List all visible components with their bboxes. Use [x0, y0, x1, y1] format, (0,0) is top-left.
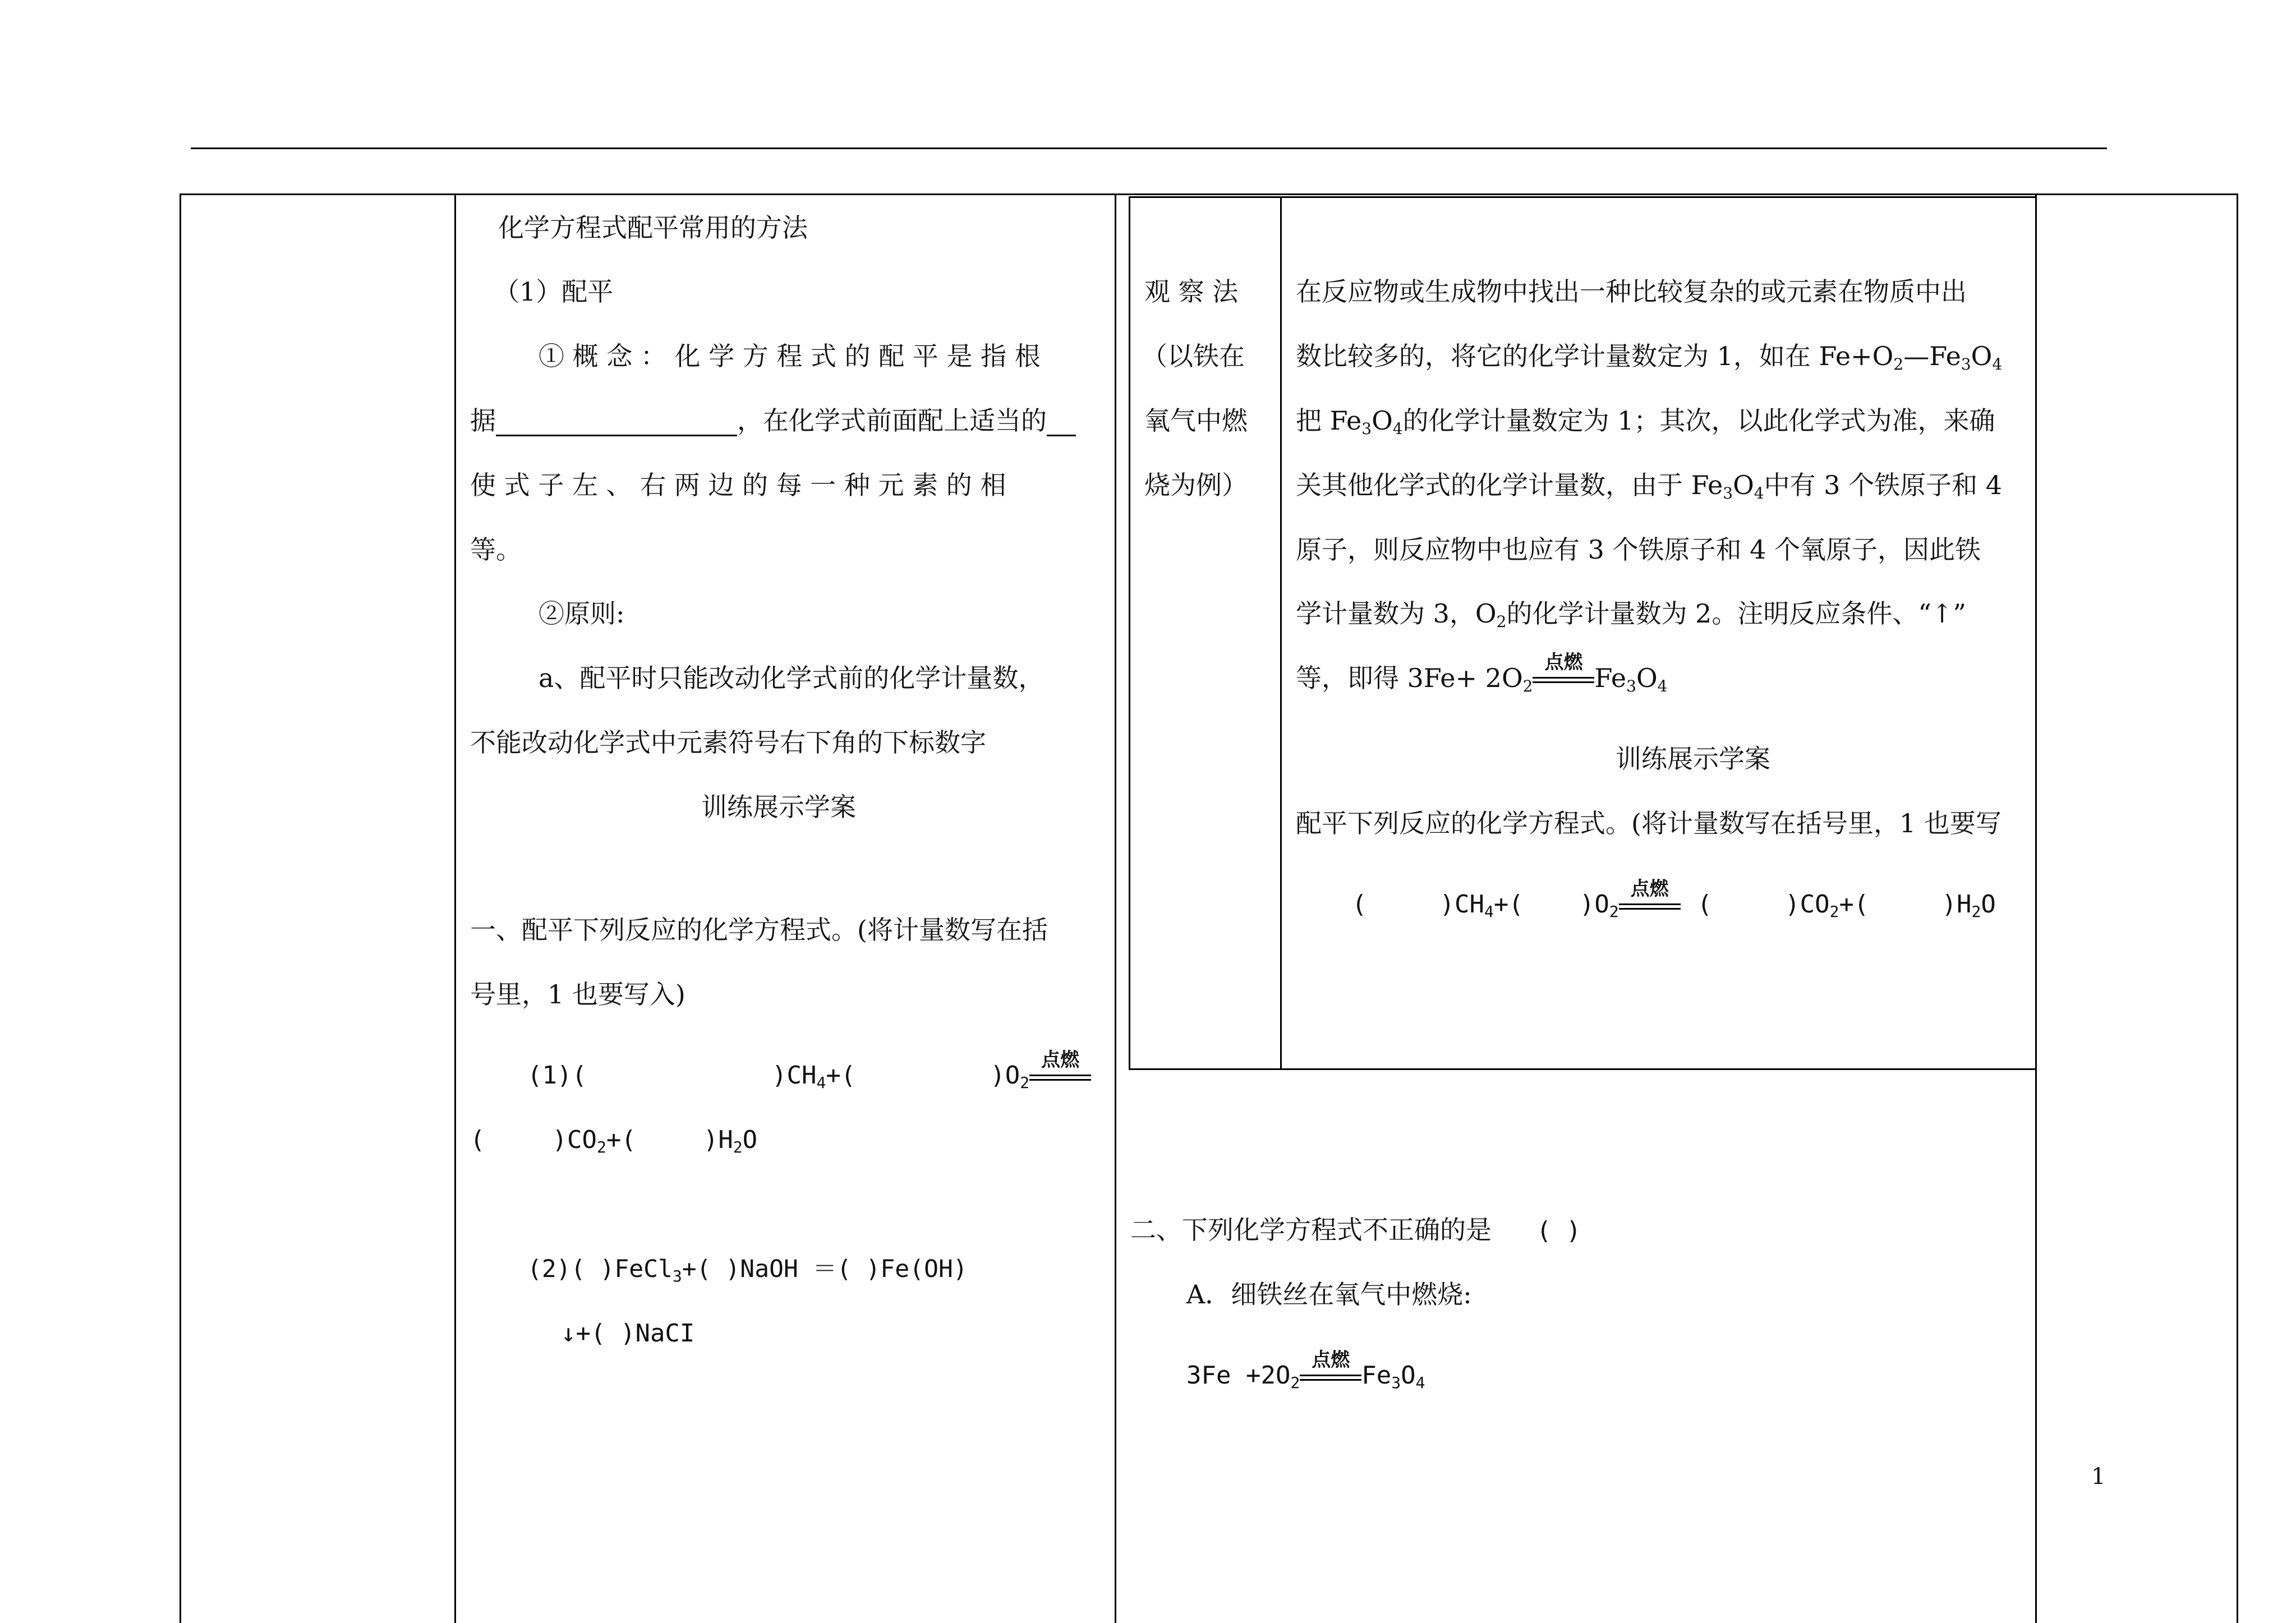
- plus-sign: +(: [1839, 890, 1869, 919]
- concept-line-4: 等。: [470, 534, 522, 565]
- eq-paren: (: [470, 1126, 485, 1154]
- eq-paren: (: [572, 1061, 587, 1090]
- subscript: 2: [733, 1138, 743, 1156]
- desc-text: Fe: [1594, 663, 1627, 693]
- eq-number: (1): [527, 1061, 572, 1090]
- ignite-condition: [1533, 651, 1594, 694]
- method-label-1: 观 察 法: [1144, 276, 1239, 307]
- subscript: 4: [1415, 1373, 1425, 1392]
- eq-paren: (: [1697, 890, 1713, 919]
- equation-1-line-1: [527, 1049, 1091, 1092]
- desc-line-7: [1296, 651, 1668, 695]
- concept-line-1: ① 概 念 ： 化 学 方 程 式 的 配 平 是 指 根: [539, 341, 1041, 371]
- subscript: 3: [1626, 677, 1636, 695]
- method-description: [1296, 196, 2034, 1066]
- plus-sign: +(: [606, 1126, 636, 1154]
- equation-1-line-2: [470, 1124, 757, 1156]
- answer-paren[interactable]: ( ): [1536, 1216, 1581, 1245]
- plus-sign: +(: [826, 1061, 856, 1090]
- table-col-divider-2: [1115, 193, 1116, 1623]
- desc-text: O: [1636, 663, 1658, 693]
- subscript: 3: [1391, 1373, 1401, 1392]
- header-rule: [191, 147, 2107, 149]
- method-label-4: 烧为例）: [1144, 470, 1248, 500]
- plus-sign: +(: [1493, 890, 1524, 919]
- formula-co2: )CO: [552, 1126, 597, 1154]
- subscript: 2: [1522, 677, 1533, 695]
- equation-2-line-2: ↓+( )NaCI: [561, 1319, 695, 1348]
- balance-instruction: 配平下列反应的化学方程式。(将计量数写在括号里，1 也要写: [1296, 808, 2001, 838]
- desc-text: 中有 3 个铁原子和 4: [1764, 470, 2003, 500]
- subscript: 2: [1609, 902, 1619, 921]
- subscript: 4: [1754, 484, 1764, 502]
- subscript: 3: [672, 1267, 682, 1285]
- inner-table-bottom: [1129, 1068, 2035, 1070]
- equation-text: 3Fe +2O: [1186, 1361, 1291, 1390]
- desc-line-5: 原子，则反应物中也应有 3 个铁原子和 4 个氧原子，因此铁: [1296, 534, 1981, 565]
- question-2: [1130, 1214, 1581, 1247]
- desc-text: 等，即得 3Fe+ 2O: [1296, 663, 1523, 693]
- desc-text: 的化学计量数为 2。注明反应条件、“↑”: [1506, 598, 1966, 629]
- equation-2-line-1: [527, 1253, 968, 1285]
- desc-text: 数比较多的，将它的化学计量数定为 1，如在 Fe+O: [1296, 341, 1894, 371]
- inner-table-divider: [1280, 196, 1282, 1070]
- question-1-line-1: 一、配平下列反应的化学方程式。(将计量数写在括: [470, 915, 1048, 945]
- formula-o: O: [742, 1126, 758, 1154]
- formula-ch4: )CH: [771, 1061, 817, 1090]
- subscript: 4: [1992, 355, 2003, 374]
- desc-text: 的化学计量数定为 1；其次，以此化学式为准，来确: [1402, 405, 1995, 436]
- option-a: A．细铁丝在氧气中燃烧:: [1186, 1279, 1472, 1310]
- concept-line-2-end: ，在化学式前面配上适当的: [737, 405, 1047, 436]
- desc-line-2: [1296, 340, 2002, 372]
- concept-line-3: 使 式 子 左 、 右 两 边 的 每 一 种 元 素 的 相: [470, 470, 1006, 500]
- inner-table-left: [1129, 196, 1130, 1070]
- training-title-right: 训练展示学案: [1616, 744, 1770, 774]
- page-number: 1: [2091, 1464, 2106, 1490]
- desc-line-6: [1296, 598, 1966, 629]
- table-left-border: [180, 193, 181, 1623]
- formula-co2: )CO: [1785, 890, 1830, 919]
- subscript: 2: [1971, 902, 1981, 921]
- question-2-text: 二、下列化学方程式不正确的是: [1130, 1215, 1492, 1245]
- subscript: 3: [1361, 419, 1372, 438]
- subscript: 4: [1484, 902, 1494, 921]
- subscript: 2: [1290, 1373, 1300, 1392]
- equation-2-rest: +( )NaOH ＝( )Fe(OH): [682, 1255, 968, 1283]
- subheading-balancing: （1）配平: [494, 276, 614, 307]
- method-label-2: （以铁在: [1142, 341, 1245, 371]
- training-title-left: 训练展示学案: [701, 792, 856, 822]
- desc-text: 学计量数为 3，O: [1296, 598, 1497, 629]
- desc-text: 把 Fe: [1296, 405, 1362, 436]
- desc-text: O: [1971, 341, 1993, 371]
- condition-label: 点燃: [1041, 1049, 1080, 1071]
- subscript: 4: [816, 1073, 826, 1092]
- formula-o: O: [1981, 890, 1996, 919]
- option-a-equation: [1186, 1349, 1425, 1392]
- rule-a-line-2: 不能改动化学式中元素符号右下角的下标数字: [470, 727, 986, 758]
- condition-label: 点燃: [1630, 878, 1669, 900]
- fill-blank-2[interactable]: [1047, 412, 1076, 436]
- subscript: 2: [596, 1138, 606, 1156]
- condition-label: 点燃: [1544, 651, 1583, 674]
- desc-line-4: [1296, 469, 2002, 501]
- condition-label: 点燃: [1312, 1349, 1350, 1371]
- subscript: 4: [1392, 419, 1403, 438]
- subscript: 3: [1723, 484, 1733, 502]
- rule-a-line-1: a、配平时只能改动化学式前的化学计量数，: [539, 663, 1045, 693]
- subscript: 3: [1961, 355, 1971, 374]
- section-heading: 化学方程式配平常用的方法: [498, 213, 808, 243]
- fill-blank-1[interactable]: [496, 412, 737, 436]
- ignite-condition: [1300, 1349, 1361, 1391]
- method-label-3: 氧气中燃: [1144, 405, 1248, 436]
- formula-h2o: )H: [1941, 890, 1972, 919]
- table-right-border: [2237, 193, 2238, 1623]
- subscript: 2: [1496, 612, 1507, 631]
- formula-o2: )O: [1579, 890, 1609, 919]
- principle-heading: ②原则:: [539, 598, 625, 629]
- desc-text: O: [1372, 405, 1393, 436]
- equation-text: O: [1401, 1361, 1416, 1390]
- desc-text: —Fe: [1903, 341, 1961, 371]
- balance-equation: [1352, 878, 1996, 921]
- question-1-line-2: 号里，1 也要写入): [470, 979, 685, 1009]
- eq-paren: (: [1352, 890, 1367, 919]
- table-top-border: [180, 193, 2238, 195]
- subscript: 2: [1893, 355, 1904, 374]
- desc-line-3: [1296, 405, 1995, 436]
- equation-2-start: (2)( )FeCl: [527, 1255, 673, 1283]
- ignite-condition: [1029, 1049, 1091, 1091]
- desc-text: O: [1733, 470, 1754, 500]
- table-col-divider-3: [2035, 193, 2037, 1623]
- formula-h2o: )H: [703, 1126, 733, 1154]
- desc-line-1: 在反应物或生成物中找出一种比较复杂的或元素在物质中出: [1296, 276, 1967, 307]
- concept-line-2-start: 据: [470, 405, 496, 436]
- ignite-condition: [1619, 878, 1681, 920]
- equation-text: Fe: [1361, 1361, 1392, 1390]
- formula-ch4: )CH: [1439, 890, 1484, 919]
- subscript: 2: [1020, 1073, 1030, 1092]
- formula-o2: )O: [990, 1061, 1020, 1090]
- subscript: 4: [1657, 677, 1668, 695]
- table-col-divider-1: [454, 193, 456, 1623]
- desc-text: 关其他化学式的化学计量数，由于 Fe: [1296, 470, 1723, 500]
- subscript: 2: [1829, 902, 1839, 921]
- concept-line-2: [470, 405, 1076, 436]
